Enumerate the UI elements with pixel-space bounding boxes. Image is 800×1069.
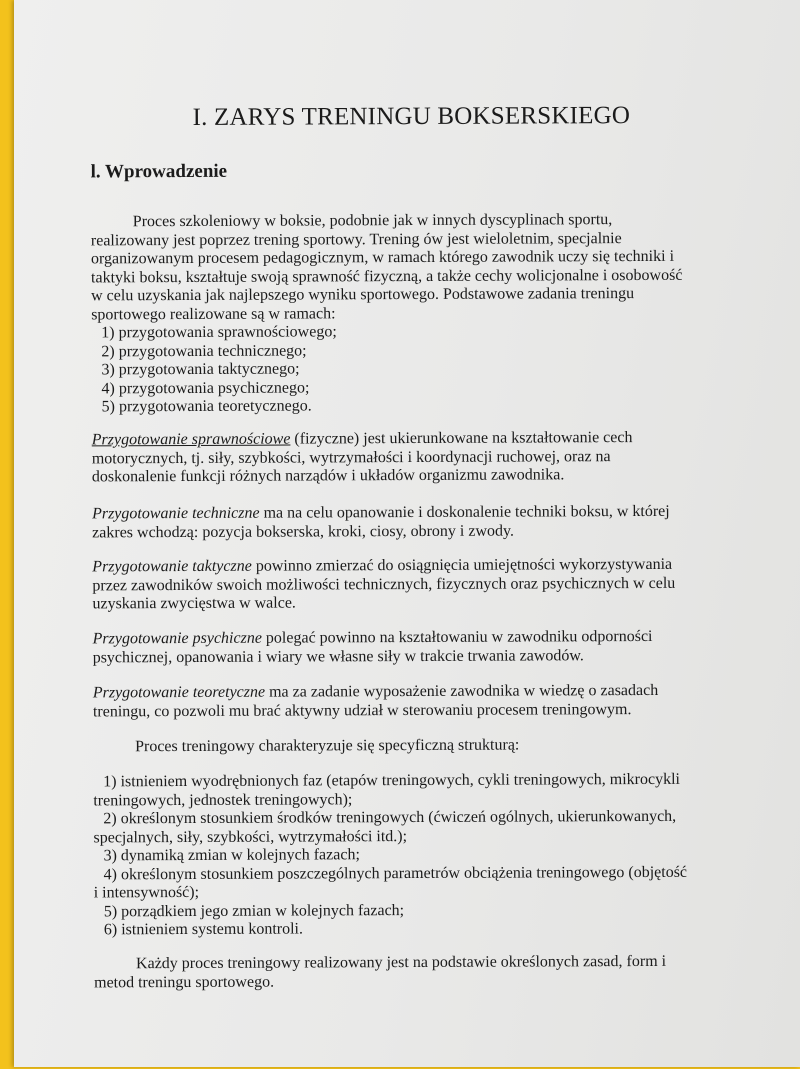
closing-line: Każdy proces treningowy realizowany jest na podstawie określonych zasad, form i — [135, 952, 667, 973]
paragraph-text: ma za zadanie wyposażenie zawodnika w wiedzę o zasadach — [265, 681, 659, 701]
list-item: 5) przygotowania teoretycznego. — [101, 397, 312, 416]
intro-line: sportowego realizowane są w ramach: — [91, 304, 336, 323]
list-item-continuation: specjalnych, siły, szybkości, wytrzymałości itd.); — [93, 827, 408, 846]
intro-line: Proces szkoleniowy w boksie, podobnie jak w innych dyscyplinach sportu, — [132, 211, 613, 231]
paragraph-line: przez zawodników swoich możliwości technicznych, fizycznych oraz psychicznych w celu — [92, 574, 676, 594]
section-heading: l. Wprowadzenie — [90, 160, 228, 183]
paragraph-technical — [92, 503, 672, 543]
structure-list — [93, 770, 688, 940]
paragraph-line: zakres wchodzą: pozycja bokserska, kroki, ciosy, obrony i zwody. — [92, 522, 514, 541]
paragraph-text: (fizyczne) jest ukierunkowane na kształtowanie cech — [290, 429, 633, 448]
intro-line: taktyki boksu, kształtuje swoją sprawność fizyczną, a także cechy wolicjonalne i osobowość — [90, 266, 683, 286]
paragraph-text: polegać powinno na kształtowaniu w zawodniku odporności — [261, 627, 653, 647]
intro-line: w celu uzyskania jak najlepszego wyniku sportowego. Podstawowe zadania treningu — [91, 285, 635, 305]
structure-intro-line: Proces treningowy charakteryzuje się specyficzną strukturą: — [135, 736, 520, 756]
paragraph-line: psychicznej, opanowania i wiary we własne siły w trakcie trwania zawodów. — [92, 646, 584, 666]
paragraph-line: treningu, co pozwoli mu brać aktywny udział w sterowaniu procesem treningowym. — [92, 700, 632, 720]
list-item: 2) określonym stosunkiem środków treningowych (ćwiczeń ogólnych, ukierunkowanych, — [103, 807, 677, 828]
term-technical: Przygotowanie techniczne — [92, 504, 260, 523]
paragraph-psychological — [93, 628, 673, 668]
list-item: 5) porządkiem jego zmian w kolejnych fazach; — [103, 901, 405, 920]
list-item: 2) przygotowania technicznego; — [101, 341, 307, 360]
term-fitness: Przygotowanie sprawnościowe — [91, 430, 291, 449]
list-item: 4) określonym stosunkiem poszczególnych parametrów obciążenia treningowego (objętość — [103, 863, 688, 883]
paragraph-theoretical — [93, 682, 673, 722]
intro-paragraph — [90, 211, 683, 417]
book-page — [14, 0, 800, 1067]
paragraph-text: ma na celu opanowanie i doskonalenie techniki boksu, w której — [259, 502, 670, 522]
page-content — [12, 0, 800, 1069]
chapter-title: I. ZARYS TRENINGU BOKSERSKIEGO — [192, 102, 631, 131]
list-item: 3) dynamiką zmian w kolejnych fazach; — [103, 846, 360, 865]
list-item-continuation: i intensywność); — [93, 883, 200, 902]
paragraph-tactical — [92, 555, 676, 614]
intro-line: realizowany jest poprzez trening sportowy. Trening ów jest wieloletnim, specjalnie — [90, 229, 622, 249]
list-item: 1) istnieniem wyodrębnionych faz (etapów treningowych, cykli treningowych, mikrocykli — [103, 770, 680, 791]
term-psychological: Przygotowanie psychiczne — [92, 629, 262, 648]
list-item: 3) przygotowania taktycznego; — [101, 360, 300, 379]
list-item-continuation: treningowych, jednostek treningowych); — [93, 790, 353, 809]
list-item: 4) przygotowania psychicznego; — [101, 378, 310, 397]
paragraph-fitness — [92, 429, 672, 487]
closing-line: metod treningu sportowego. — [94, 973, 275, 991]
list-item: 1) przygotowania sprawnościowego; — [101, 323, 337, 342]
paragraph-line: motorycznych, tj. siły, szybkości, wytrzymałości i koordynacji ruchowej, oraz na — [91, 447, 611, 467]
term-tactical: Przygotowanie taktyczne — [92, 557, 252, 576]
term-theoretical: Przygotowanie teoretyczne — [92, 683, 266, 702]
paragraph-line: uzyskania zwycięstwa w walce. — [92, 594, 296, 613]
intro-line: organizowanym procesem pedagogicznym, w ramach którego zawodnik uczy się techniki i — [90, 247, 675, 268]
paragraph-text: powinno zmierzać do osiągnięcia umiejętności wykorzystywania — [251, 555, 673, 575]
structure-intro — [93, 736, 673, 757]
list-item: 6) istnieniem systemu kontroli. — [103, 920, 304, 939]
paragraph-line: doskonalenie funkcji różnych narządów i układów organizmu zawodnika. — [91, 466, 565, 486]
closing-paragraph — [94, 953, 674, 993]
